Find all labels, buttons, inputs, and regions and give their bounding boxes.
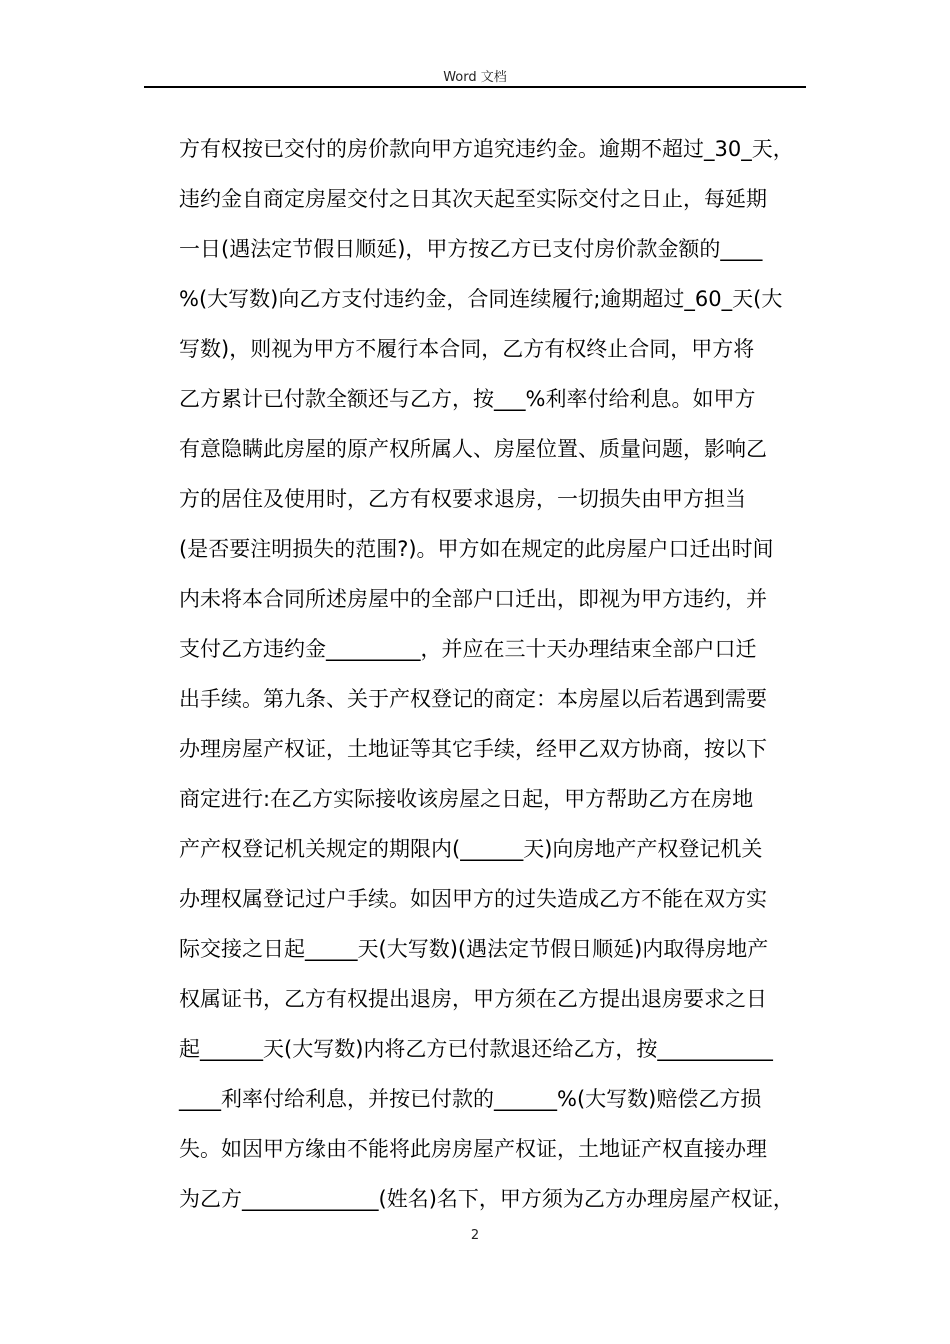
body-line: 有意隐瞒此房屋的原产权所属人、房屋位置、质量问题，影响乙 — [179, 437, 767, 461]
body-line: 为乙方_____________(姓名)名下，甲方须为乙方办理房屋产权证， — [179, 1187, 794, 1211]
body-line: 商定进行:在乙方实际接收该房屋之日起，甲方帮助乙方在房地 — [179, 787, 754, 811]
page-number: 2 — [470, 1228, 480, 1243]
body-line: ____利率付给利息，并按已付款的______%(大写数)赔偿乙方损 — [179, 1087, 762, 1111]
body-line: 内未将本合同所述房屋中的全部户口迁出，即视为甲方违约，并 — [179, 587, 767, 611]
body-line: 际交接之日起_____天(大写数)(遇法定节假日顺延)内取得房地产 — [179, 937, 769, 961]
body-line: 办理权属登记过户手续。如因甲方的过失造成乙方不能在双方实 — [179, 887, 767, 911]
body-line: 乙方累计已付款全额还与乙方，按___%利率付给利息。如甲方 — [179, 387, 756, 411]
body-line: 写数)，则视为甲方不履行本合同，乙方有权终止合同，甲方将 — [179, 337, 755, 361]
body-line: 违约金自商定房屋交付之日其次天起至实际交付之日止，每延期 — [179, 187, 767, 211]
header-divider — [144, 86, 806, 88]
body-line: 方的居住及使用时，乙方有权要求退房，一切损失由甲方担当 — [179, 487, 746, 511]
body-line: 支付乙方违约金_________，并应在三十天办理结束全部户口迁 — [179, 637, 757, 661]
body-line: 出手续。第九条、关于产权登记的商定：本房屋以后若遇到需要 — [179, 687, 767, 711]
body-line: 一日(遇法定节假日顺延)，甲方按乙方已支付房价款金额的____ — [179, 237, 763, 261]
body-line: (是否要注明损失的范围?)。甲方如在规定的此房屋户口迁出时间 — [179, 537, 774, 561]
body-line: %(大写数)向乙方支付违约金，合同连续履行;逾期超过_60_天(大 — [179, 287, 783, 311]
body-line: 产产权登记机关规定的期限内(______天)向房地产产权登记机关 — [179, 837, 763, 861]
body-line: 失。如因甲方缘由不能将此房房屋产权证，土地证产权直接办理 — [179, 1137, 767, 1161]
document-header-title: Word 文档 — [443, 70, 507, 85]
body-line: 方有权按已交付的房价款向甲方追究违约金。逾期不超过_30_天， — [179, 137, 794, 161]
body-line: 办理房屋产权证，土地证等其它手续，经甲乙双方协商，按以下 — [179, 737, 767, 761]
body-line: 权属证书，乙方有权提出退房，甲方须在乙方提出退房要求之日 — [179, 987, 767, 1011]
body-line: 起______天(大写数)内将乙方已付款退还给乙方，按___________ — [179, 1037, 773, 1061]
